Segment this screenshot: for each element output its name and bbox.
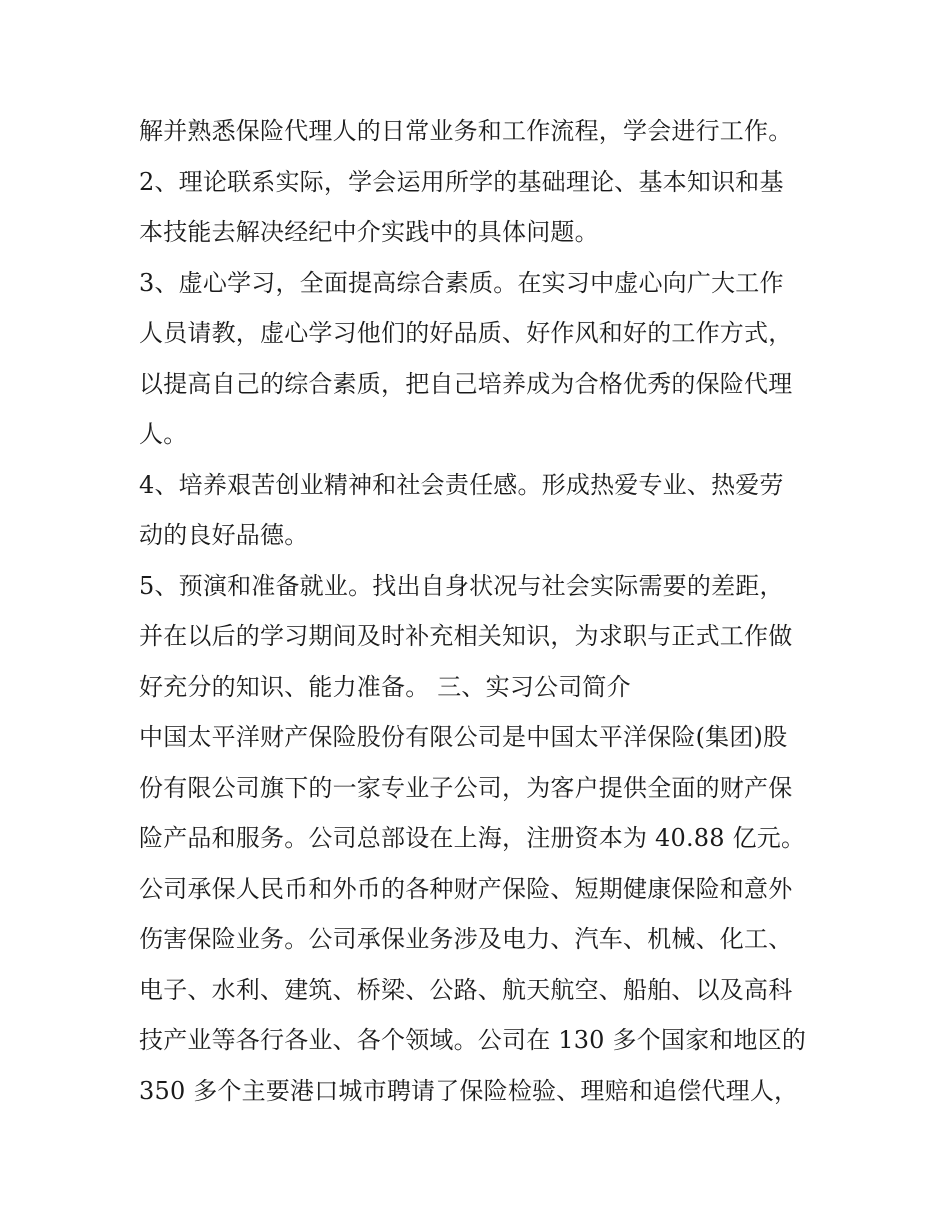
text-line: 份有限公司旗下的一家专业子公司，为客户提供全面的财产保 xyxy=(139,773,793,802)
text-line: 伤害保险业务。公司承保业务涉及电力、汽车、机械、化工、 xyxy=(139,925,793,953)
text-line: 中国太平洋财产保险股份有限公司是中国太平洋保险(集团)股 xyxy=(139,723,788,751)
text-line: 5、预演和准备就业。找出自身状况与社会实际需要的差距， xyxy=(139,571,784,600)
text-line: 动的良好品德。 xyxy=(139,521,309,549)
text-line: 人。 xyxy=(139,420,188,448)
text-line: 技产业等各行各业、各个领域。公司在 130 多个国家和地区的 xyxy=(139,1026,807,1054)
text-line: 电子、水利、建筑、桥梁、公路、航天航空、船舶、以及高科 xyxy=(139,975,793,1004)
text-line: 4、培养艰苦创业精神和社会责任感。形成热爱专业、热爱劳 xyxy=(139,470,784,499)
text-line: 本技能去解决经纪中介实践中的具体问题。 xyxy=(139,218,599,246)
text-line: 并在以后的学习期间及时补充相关知识，为求职与正式工作做 xyxy=(139,622,793,650)
body-text xyxy=(139,106,819,1116)
text-line: 好充分的知识、能力准备。 三、实习公司简介 xyxy=(139,672,631,701)
text-line: 人员请教，虚心学习他们的好品质、好作风和好的工作方式， xyxy=(139,319,793,347)
text-line: 2、理论联系实际，学会运用所学的基础理论、基本知识和基 xyxy=(139,167,784,196)
text-line: 350 多个主要港口城市聘请了保险检验、理赔和追偿代理人， xyxy=(139,1076,799,1105)
text-line: 以提高自己的综合素质，把自己培养成为合格优秀的保险代理 xyxy=(139,369,793,398)
text-line: 公司承保人民币和外币的各种财产保险、短期健康保险和意外 xyxy=(139,874,793,903)
text-line: 险产品和服务。公司总部设在上海，注册资本为 40.88 亿元。 xyxy=(139,824,806,852)
text-line: 3、虚心学习，全面提高综合素质。在实习中虚心向广大工作 xyxy=(139,268,784,297)
text-line: 解并熟悉保险代理人的日常业务和工作流程，学会进行工作。 xyxy=(139,117,793,145)
